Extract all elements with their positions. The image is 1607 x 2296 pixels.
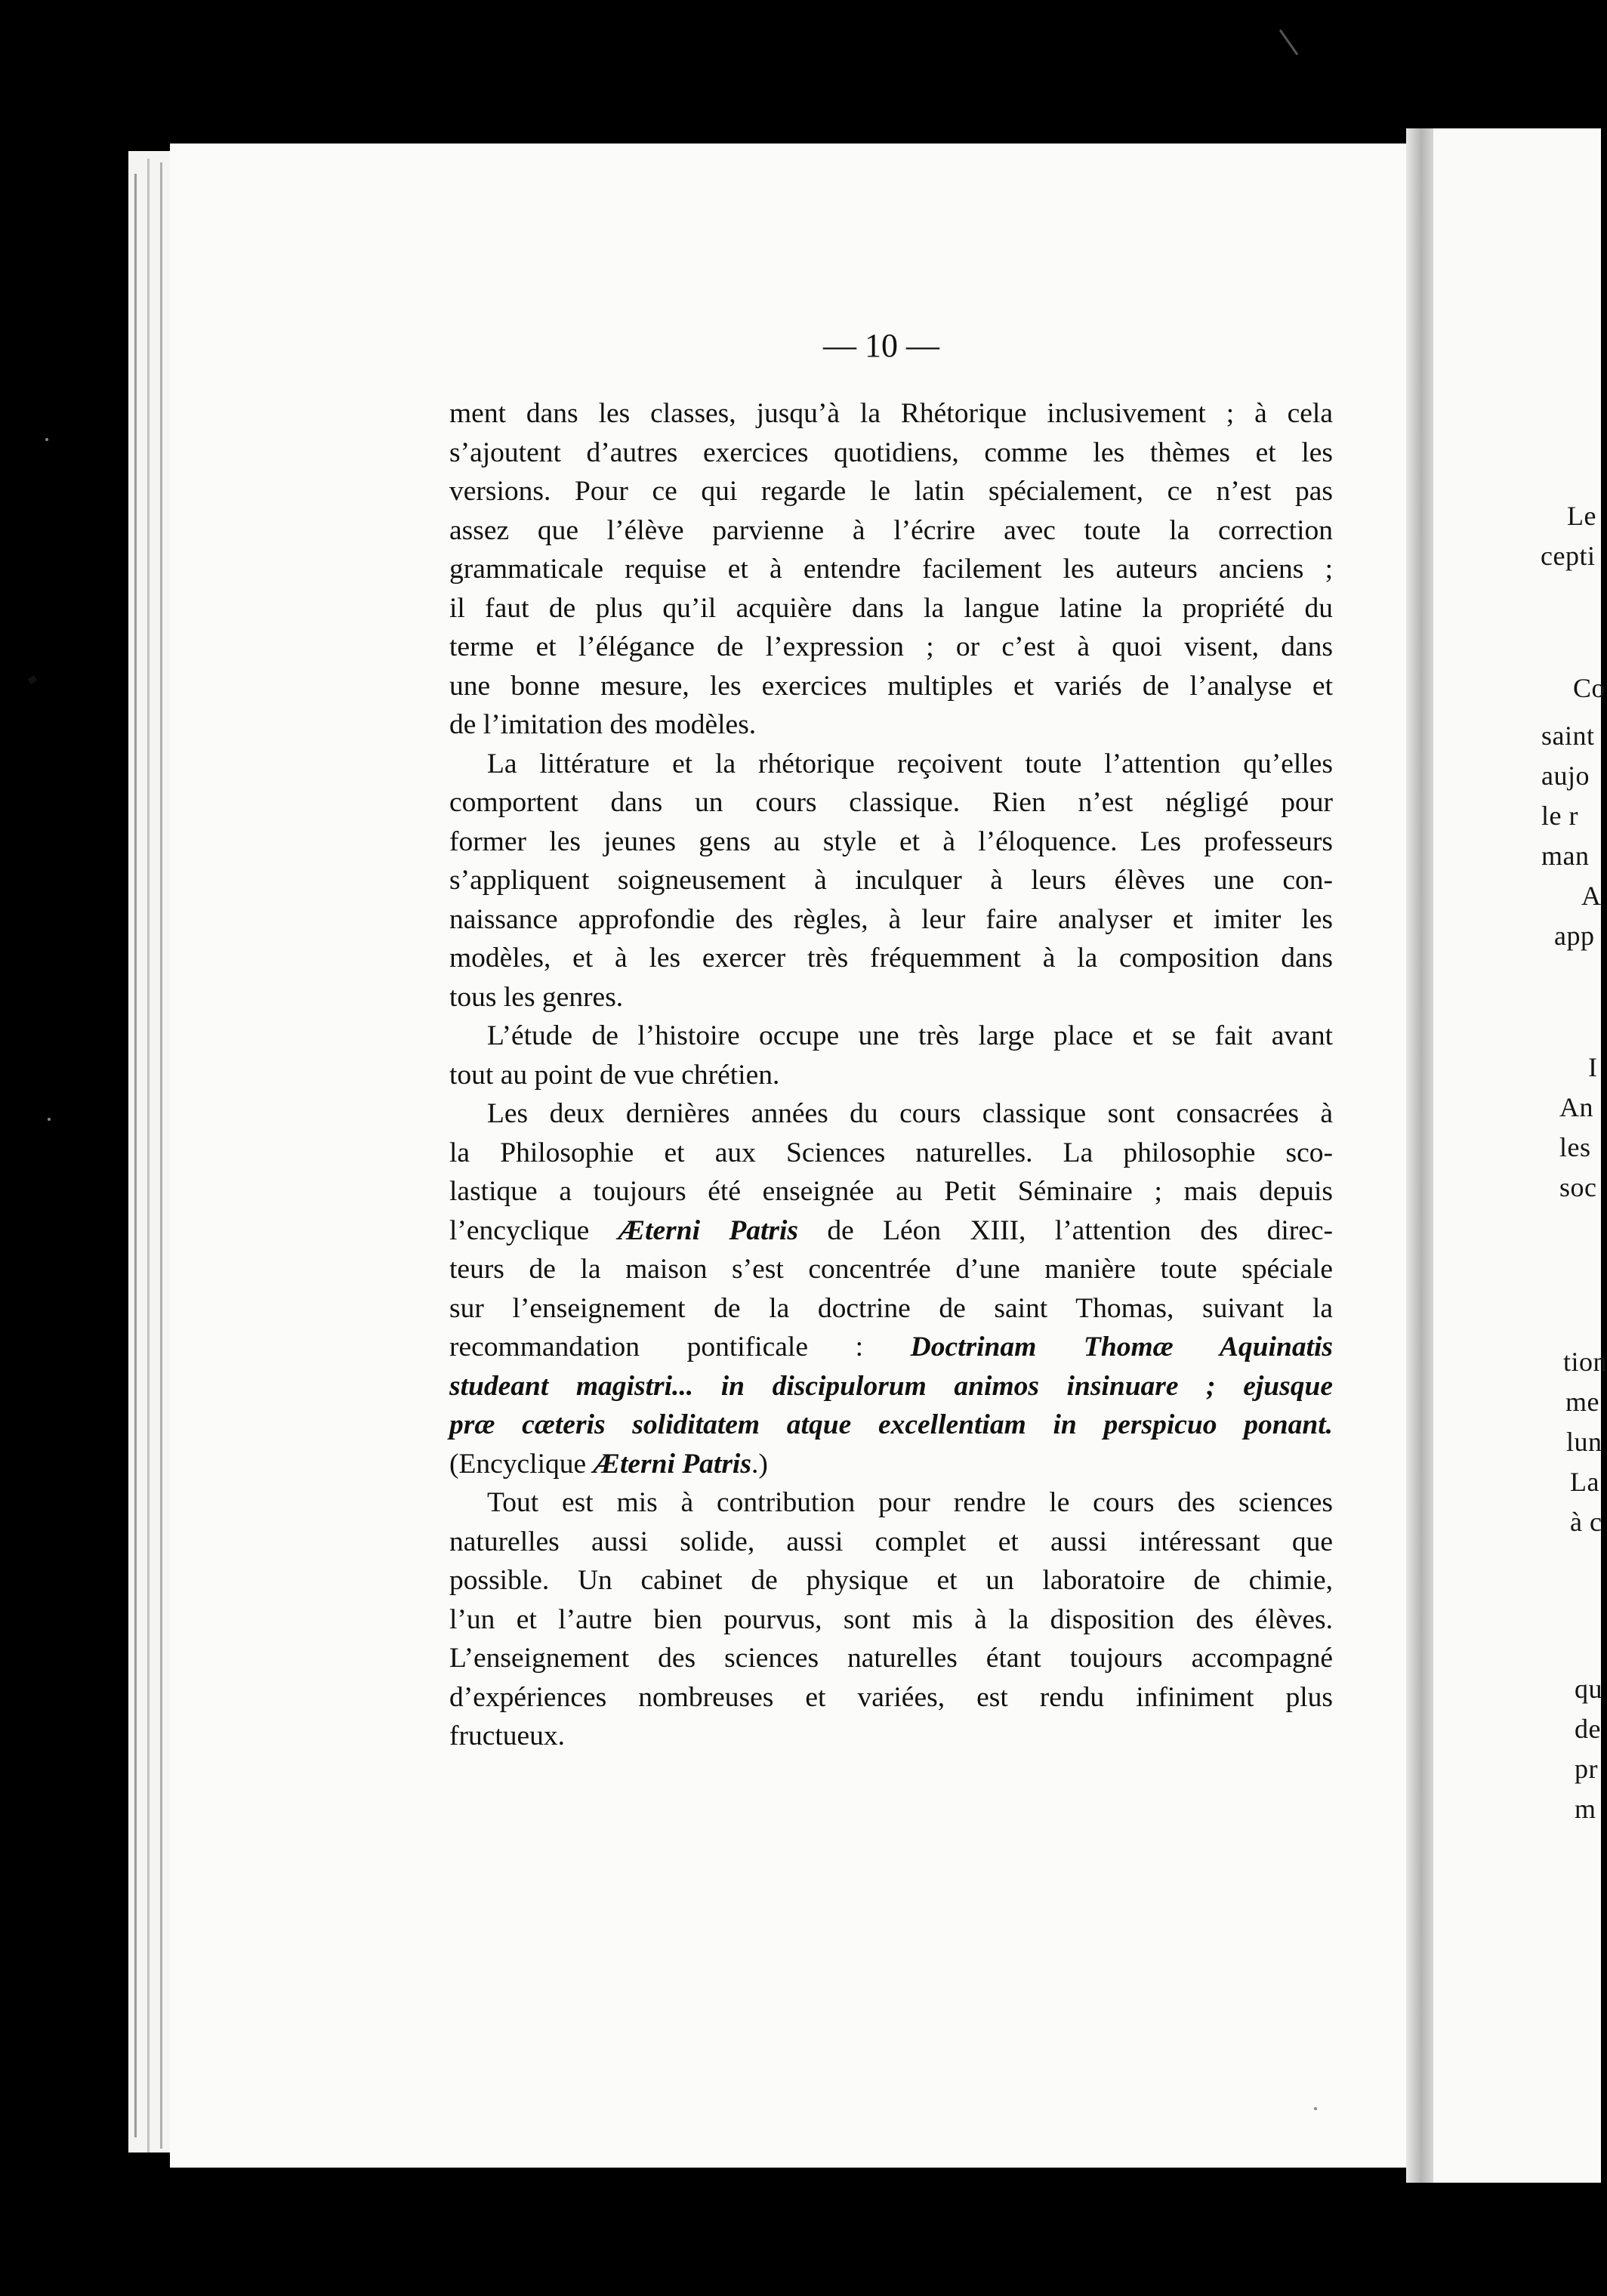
right-fragment: A bbox=[1581, 881, 1602, 911]
paragraph bbox=[449, 1017, 1333, 1094]
text-line: fructueux. bbox=[449, 1720, 566, 1751]
right-fragment: An bbox=[1559, 1092, 1593, 1122]
scan-speck bbox=[48, 1118, 51, 1121]
page-stack-line bbox=[134, 174, 137, 2137]
text-line: naturelles aussi solide, aussi complet et aussi intéressant que bbox=[449, 1526, 1333, 1557]
text-line: præ cæteris soliditatem atque excellentiam in perspicuo ponant. bbox=[449, 1409, 1333, 1440]
right-fragment: saint bbox=[1541, 721, 1595, 751]
text-line: tous les genres. bbox=[449, 981, 624, 1013]
right-fragment: à c bbox=[1570, 1507, 1602, 1537]
right-fragment: les bbox=[1559, 1132, 1591, 1162]
right-fragment: pr bbox=[1575, 1754, 1598, 1784]
page-stack-line bbox=[160, 162, 162, 2149]
text-line: l’un et l’autre bien pourvus, sont mis à la disposition des élèves. bbox=[449, 1603, 1333, 1635]
text-line: studeant magistri... in discipulorum animos insinuare ; ejusque bbox=[449, 1370, 1333, 1402]
right-fragment: m bbox=[1575, 1794, 1596, 1824]
text-line: former les jeunes gens au style et à l’éloquence. Les professeurs bbox=[449, 826, 1333, 857]
right-fragment: cepti bbox=[1541, 541, 1596, 571]
text-line: de l’imitation des modèles. bbox=[449, 709, 757, 740]
text-line: comportent dans un cours classique. Rien n’est négligé pour bbox=[449, 787, 1333, 818]
scan-speck bbox=[45, 438, 48, 441]
text-line: il faut de plus qu’il acquière dans la langue latine la propriété du bbox=[449, 592, 1333, 624]
text-line: lastique a toujours été enseignée au Petit Séminaire ; mais depuis bbox=[449, 1176, 1333, 1207]
text-line: sur l’enseignement de la doctrine de saint Thomas, suivant la bbox=[449, 1292, 1333, 1324]
paragraph bbox=[449, 745, 1333, 1017]
body-text bbox=[449, 394, 1333, 1756]
right-fragment: man bbox=[1541, 841, 1590, 871]
paragraph bbox=[449, 1483, 1333, 1756]
text-line: (Encyclique Æterni Patris.) bbox=[449, 1448, 768, 1480]
text-line: ment dans les classes, jusqu’à la Rhétorique inclusivement ; à cela bbox=[449, 398, 1333, 429]
text-line: L’étude de l’histoire occupe une très large place et se fait avant bbox=[487, 1020, 1333, 1051]
right-fragment: Co bbox=[1573, 673, 1606, 703]
scan-speck bbox=[1314, 2107, 1317, 2110]
page-number: — 10 — bbox=[823, 327, 939, 364]
right-fragment: I bbox=[1588, 1052, 1598, 1082]
scan-speck bbox=[28, 675, 38, 684]
right-page bbox=[1433, 128, 1607, 2183]
text-line: la Philosophie et aux Sciences naturelles. La philosophie sco- bbox=[449, 1137, 1333, 1168]
text-line: Tout est mis à contribution pour rendre le cours des sciences bbox=[487, 1487, 1333, 1518]
right-fragment: lun bbox=[1566, 1427, 1602, 1457]
paragraph bbox=[449, 394, 1333, 745]
right-fragment: La bbox=[1570, 1467, 1599, 1497]
text-line: grammaticale requise et à entendre facilement les auteurs anciens ; bbox=[449, 554, 1333, 585]
text-line: terme et l’élégance de l’expression ; or c’est à quoi visent, dans bbox=[449, 631, 1333, 662]
text-line: s’appliquent soigneusement à inculquer à leurs élèves une con- bbox=[449, 865, 1333, 896]
page-stack-line bbox=[147, 159, 150, 2152]
text-line: recommandation pontificale : Doctrinam Thomæ Aquinatis bbox=[449, 1332, 1333, 1362]
text-line: l’encyclique Æterni Patris de Léon XIII, l’attention des direc- bbox=[449, 1214, 1333, 1246]
text-line: versions. Pour ce qui regarde le latin spécialement, ce n’est pas bbox=[449, 476, 1333, 507]
text-line: possible. Un cabinet de physique et un laboratoire de chimie, bbox=[449, 1565, 1333, 1596]
text-line: L’enseignement des sciences naturelles étant toujours accompagné bbox=[449, 1643, 1333, 1674]
right-fragment: me bbox=[1565, 1387, 1599, 1417]
text-line: une bonne mesure, les exercices multiples et variés de l’analyse et bbox=[449, 670, 1333, 702]
text-line: assez que l’élève parvienne à l’écrire avec toute la correction bbox=[449, 514, 1333, 546]
text-line: modèles, et à les exercer très fréquemment à la composition dans bbox=[449, 943, 1333, 974]
right-fragment: aujo bbox=[1541, 761, 1590, 791]
text-line: Les deux dernières années du cours classique sont consacrées à bbox=[487, 1098, 1333, 1129]
text-line: d’expériences nombreuses et variées, est rendu infiniment plus bbox=[449, 1681, 1333, 1713]
text-line: teurs de la maison s’est concentrée d’une manière toute spéciale bbox=[449, 1254, 1333, 1285]
scan-speck bbox=[1279, 29, 1298, 55]
text-line: s’ajoutent d’autres exercices quotidiens, comme les thèmes et les bbox=[449, 437, 1333, 468]
text-line: naissance approfondie des règles, à leur faire analyser et imiter les bbox=[449, 903, 1333, 935]
right-fragment: tion bbox=[1563, 1347, 1607, 1377]
text-line: tout au point de vue chrétien. bbox=[449, 1059, 780, 1091]
right-fragment: qu bbox=[1575, 1674, 1602, 1704]
book-gutter bbox=[1406, 128, 1433, 2183]
right-fragment: de bbox=[1575, 1714, 1601, 1744]
right-fragment: Le bbox=[1567, 501, 1596, 531]
right-fragment: le r bbox=[1541, 801, 1578, 831]
paragraph bbox=[449, 1094, 1333, 1483]
right-fragment: app bbox=[1554, 921, 1595, 951]
text-line: La littérature et la rhétorique reçoivent toute l’attention qu’elles bbox=[487, 748, 1333, 779]
right-fragment: soc bbox=[1559, 1172, 1597, 1202]
